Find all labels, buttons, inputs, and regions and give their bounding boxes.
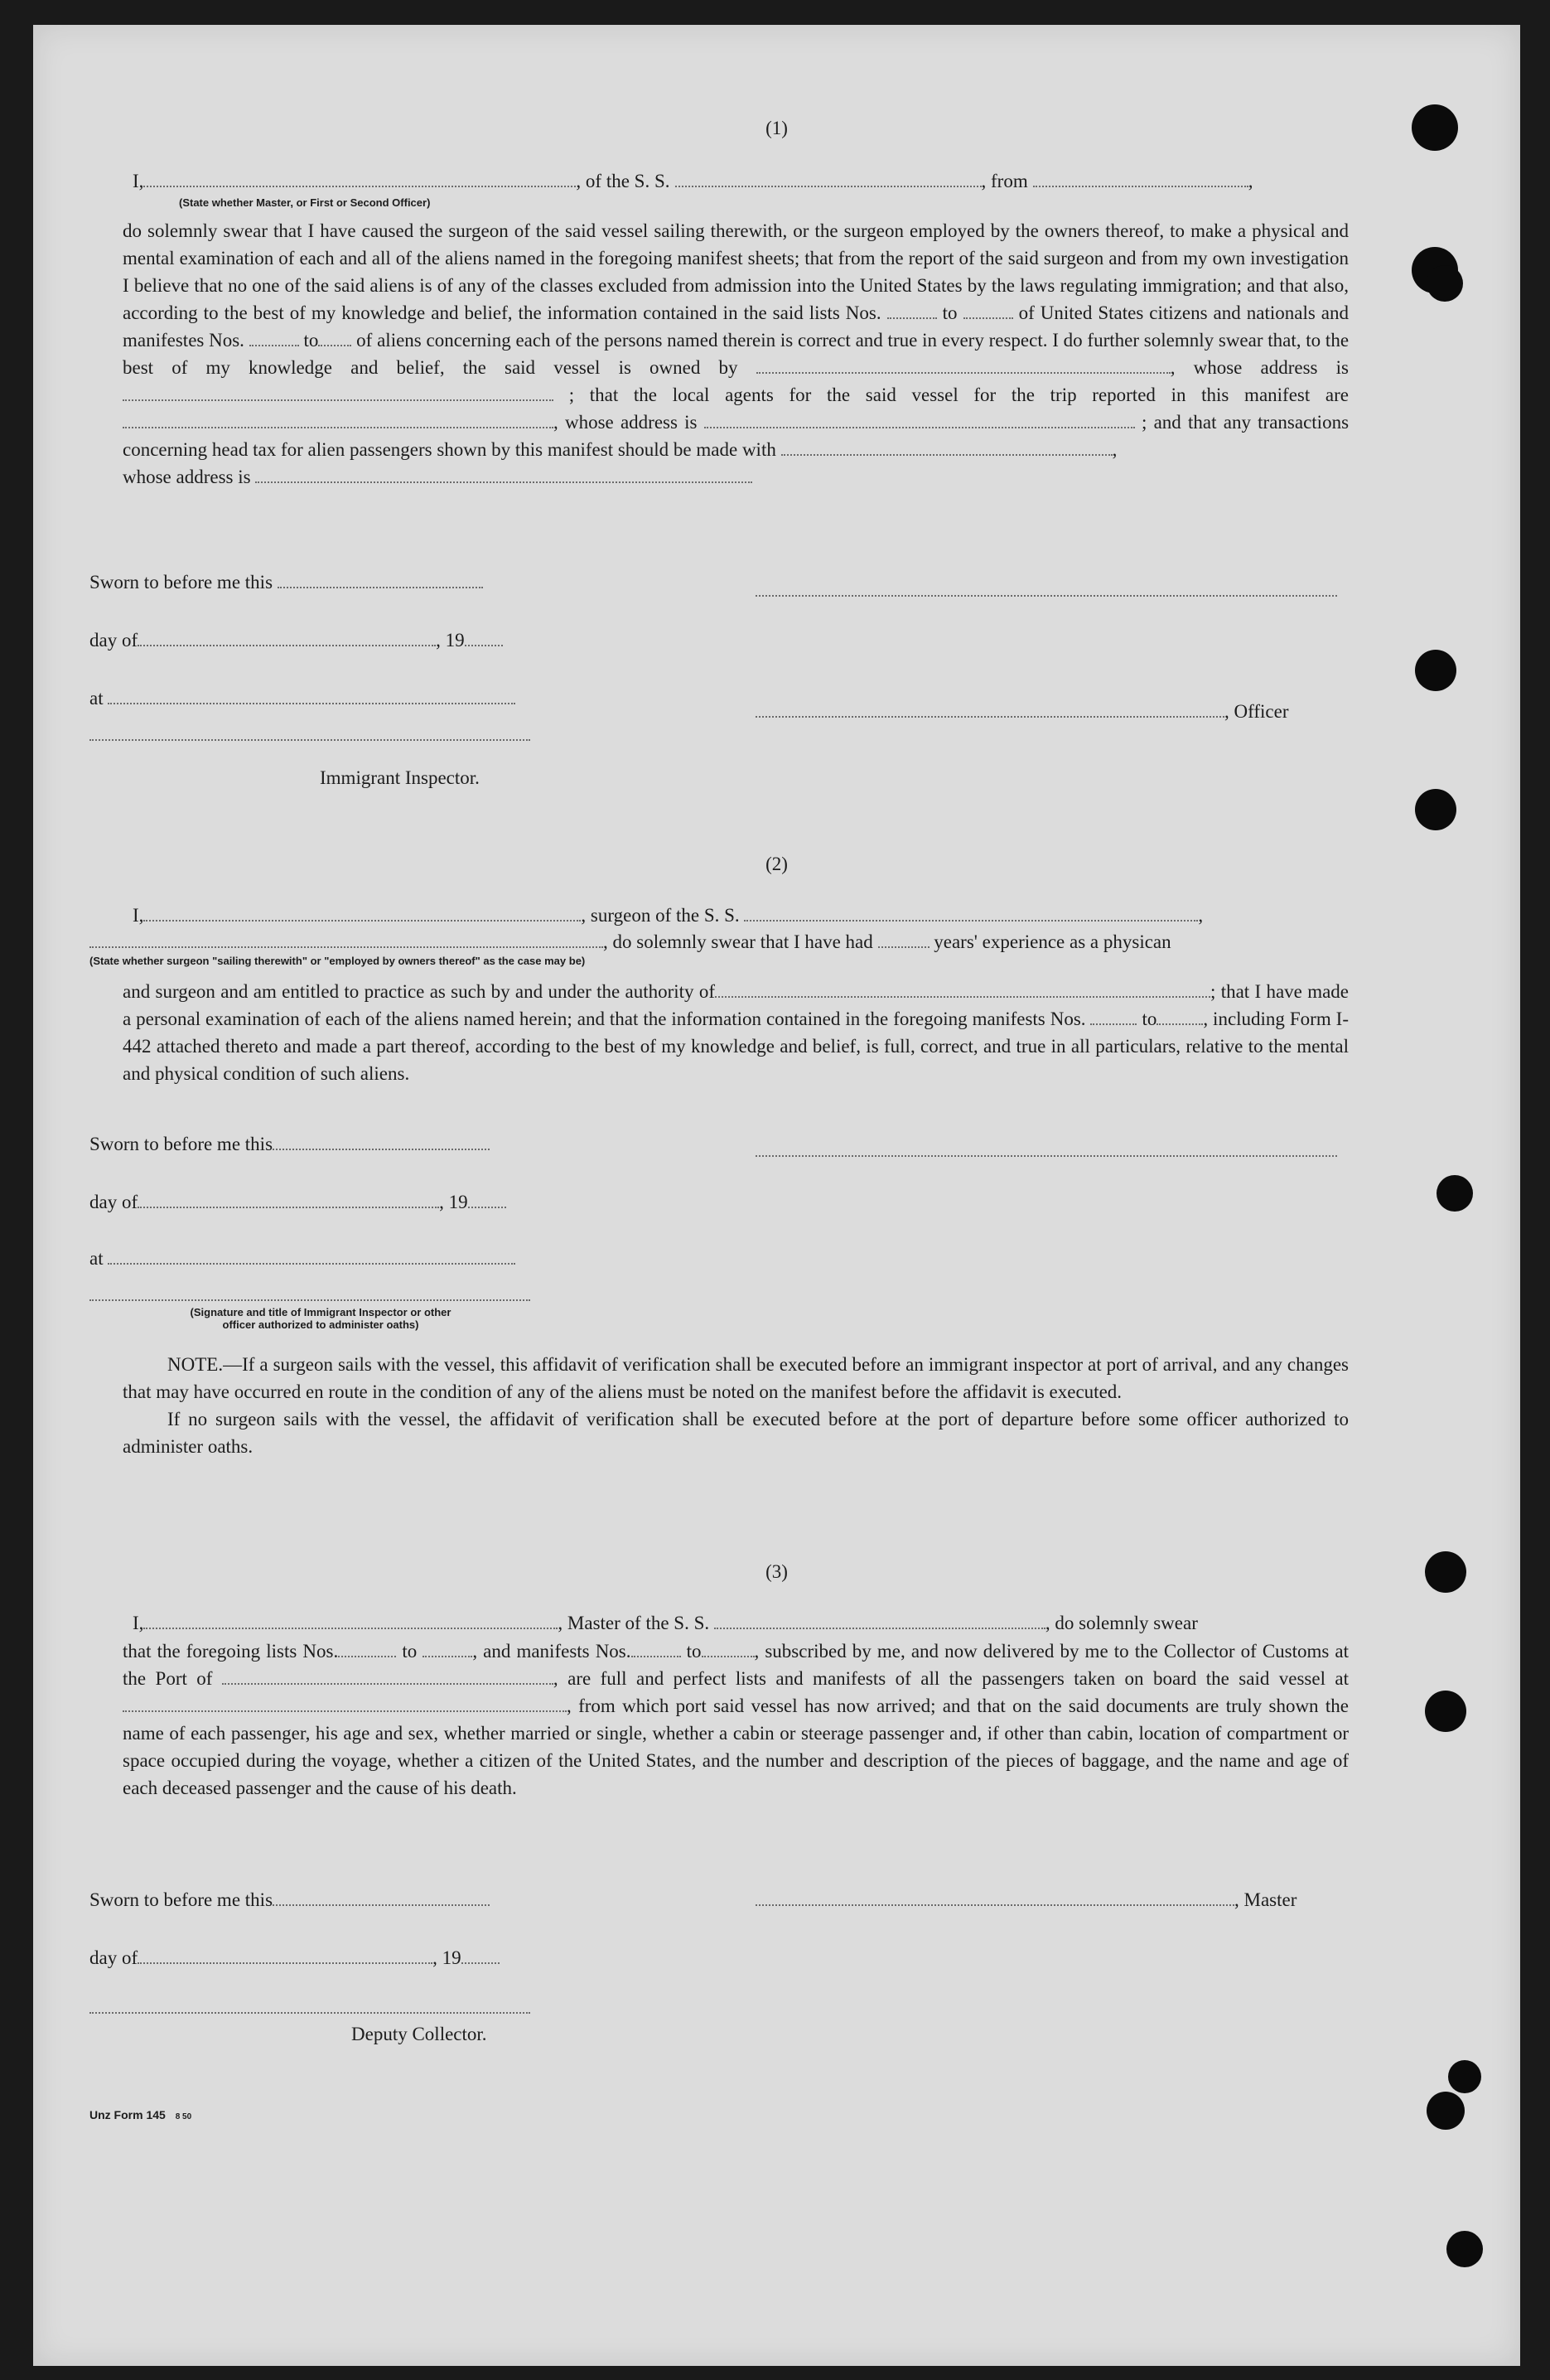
years-field[interactable] bbox=[878, 933, 930, 948]
agents-field[interactable] bbox=[123, 414, 553, 428]
surgeon-note: (State whether surgeon "sailing therewith" or "employed by owners thereof" as the case may be) bbox=[89, 955, 586, 967]
s3-manifests-to-field[interactable] bbox=[702, 1642, 755, 1657]
surgeon-name-field[interactable] bbox=[143, 907, 581, 922]
s3-year-field[interactable] bbox=[461, 1949, 500, 1964]
s1-from: , from bbox=[981, 171, 1028, 191]
s1-at-field[interactable] bbox=[108, 689, 515, 704]
head-tax-address-field[interactable] bbox=[255, 468, 752, 483]
s3-line1: I, , Master of the S. S. , do solemnly swear bbox=[133, 1613, 1198, 1633]
manifests-from-field[interactable] bbox=[249, 331, 299, 346]
form-page bbox=[33, 25, 1520, 2366]
port-at-field[interactable] bbox=[123, 1697, 567, 1712]
owner-address-field[interactable] bbox=[123, 386, 553, 401]
s3-month-field[interactable] bbox=[138, 1949, 432, 1964]
binder-hole-icon bbox=[1415, 789, 1456, 830]
s1-inspector-line[interactable] bbox=[89, 739, 530, 741]
s1-line1: I, , of the S. S. , from , bbox=[133, 171, 1253, 191]
s2-sworn: Sworn to before me this bbox=[89, 1130, 490, 1158]
s3-lists-to-field[interactable] bbox=[423, 1642, 472, 1657]
binder-hole-icon bbox=[1448, 2060, 1481, 2093]
port-from-field[interactable] bbox=[1033, 172, 1248, 187]
lists-to-field[interactable] bbox=[963, 304, 1013, 319]
s3-master: , Master bbox=[756, 1886, 1296, 1913]
s2-year-field[interactable] bbox=[468, 1193, 506, 1208]
vessel-name-field[interactable] bbox=[675, 172, 982, 187]
s1-officer-sign-field[interactable] bbox=[756, 703, 1224, 718]
s3-sworn-day-field[interactable] bbox=[273, 1891, 490, 1906]
s3-deputy-line[interactable] bbox=[89, 2012, 530, 2014]
section-2-number: (2) bbox=[765, 854, 788, 874]
s1-at: at bbox=[89, 684, 515, 712]
s2-day-of: day of , 19 bbox=[89, 1188, 506, 1216]
section-3-number: (3) bbox=[765, 1561, 788, 1582]
s1-i: I, bbox=[133, 171, 144, 191]
s1-month-field[interactable] bbox=[138, 631, 436, 646]
s2-sworn-day-field[interactable] bbox=[273, 1135, 490, 1150]
s2-month-field[interactable] bbox=[138, 1193, 439, 1208]
note-1: NOTE.—If a surgeon sails with the vessel, this affidavit of verification shall be executed before an immigrant inspector at port of arrival, and any changes that may have occurred en route in the condition of any of the aliens must be noted on the manifest before the affidavit is executed. bbox=[123, 1354, 1349, 1402]
s1-body: do solemnly swear that I have caused the surgeon of the said vessel sailing therewith, or the surgeon employed by the owners thereof, to make a physical and mental examination of each and all of the aliens named in the foregoing manifest sheets; that from the report of the said surgeon and from my own investigation I believe that no one of the said aliens is of any of the classes excluded from admission into the United States by the laws regulating immigration; and that also, according to the best of my knowledge and belief, the information contained in the said lists Nos. to of United States citizens and nationals and manifestes Nos. to of aliens concerning each of the persons named therein is correct and true in every respect. I do further solemnly swear that, to the best of my knowledge and belief, the said vessel is owned by , whose address is ; that the local agents for the said vessel for the trip reported in this manifest are , whose address is ; and that any transactions concerning head tax for alien passengers shown by this manifest should be made with , whose address is bbox=[123, 220, 1350, 487]
s2-line1: I, , surgeon of the S. S. , bbox=[133, 905, 1204, 926]
section-1-number: (1) bbox=[765, 118, 788, 138]
s3-deputy: Deputy Collector. bbox=[351, 2024, 487, 2044]
s2-vessel-field[interactable] bbox=[744, 907, 1198, 922]
manifests-to-field[interactable] bbox=[318, 331, 351, 346]
s1-of-ss: , of the S. S. bbox=[576, 171, 670, 191]
s1-sworn: Sworn to before me this bbox=[89, 568, 483, 596]
binder-hole-icon bbox=[1427, 2092, 1465, 2130]
binder-hole-icon bbox=[1415, 650, 1456, 691]
s1-inspector: Immigrant Inspector. bbox=[320, 767, 480, 788]
s1-officer: , Officer bbox=[756, 698, 1288, 725]
officer-note: (State whether Master, or First or Second Officer) bbox=[179, 196, 431, 209]
owner-field[interactable] bbox=[756, 359, 1171, 374]
s2-at: at bbox=[89, 1245, 515, 1272]
s1-signature-line[interactable] bbox=[756, 595, 1337, 597]
binder-hole-icon bbox=[1427, 265, 1463, 302]
binder-hole-icon bbox=[1446, 2231, 1483, 2267]
lists-from-field[interactable] bbox=[887, 304, 937, 319]
s2-line2: , do solemnly swear that I have had years' experience as a physican bbox=[89, 928, 1171, 955]
head-tax-field[interactable] bbox=[781, 441, 1113, 456]
s3-master-sign-field[interactable] bbox=[756, 1891, 1234, 1906]
officer-name-field[interactable] bbox=[143, 172, 576, 187]
s2-body: and surgeon and am entitled to practice as such by and under the authority of ; that I have made a personal examination of each of the aliens named herein; and that the information contained in the foregoing manifests Nos. to , including Form I-442 attached thereto and made a part thereof, according to the best of my knowledge and belief, is full, correct, and true in all particulars, relative to the mental and physical condition of such aliens. bbox=[123, 981, 1350, 1084]
s1-year-field[interactable] bbox=[465, 631, 503, 646]
s2-manifests-from-field[interactable] bbox=[1090, 1010, 1137, 1025]
s3-lists-from-field[interactable] bbox=[338, 1642, 396, 1657]
master-name-field[interactable] bbox=[143, 1614, 558, 1629]
binder-hole-icon bbox=[1437, 1175, 1473, 1212]
s1-sworn-day-field[interactable] bbox=[278, 573, 483, 588]
port-of-field[interactable] bbox=[222, 1670, 553, 1685]
s2-notes bbox=[123, 1351, 1349, 1460]
form-number: Unz Form 145 8 50 bbox=[89, 2108, 192, 2121]
s2-inspector-line[interactable] bbox=[89, 1299, 530, 1301]
s3-sworn: Sworn to before me this bbox=[89, 1886, 490, 1913]
s3-body: that the foregoing lists Nos. to , and manifests Nos. to , subscribed by me, and now delivered by me to the Collector of Customs at the Port of , are full and perfect lists and manifests of all the passengers taken on board the said vessel at , from which port said vessel has now arrived; and that on the said documents are truly shown the name of each passenger, his age and sex, whether married or single, whether a cabin or steerage passenger and, if other than cabin, location of compartment or space occupied during the voyage, whether a citizen of the United States, and the number and description of the pieces of baggage, and the name and age of each deceased passenger and the cause of his death. bbox=[123, 1641, 1350, 1798]
authority-field[interactable] bbox=[715, 983, 1210, 998]
surgeon-status-field[interactable] bbox=[89, 933, 603, 948]
s2-signature-line[interactable] bbox=[756, 1155, 1337, 1157]
s3-day-of: day of , 19 bbox=[89, 1944, 500, 1971]
note-2: If no surgeon sails with the vessel, the affidavit of verification shall be executed before at the port of departure before some officer authorized to administer oaths. bbox=[123, 1409, 1349, 1457]
s2-manifests-to-field[interactable] bbox=[1156, 1010, 1203, 1025]
s3-vessel-field[interactable] bbox=[714, 1614, 1045, 1629]
s2-at-field[interactable] bbox=[108, 1250, 515, 1265]
agents-address-field[interactable] bbox=[704, 414, 1135, 428]
s1-day-of: day of , 19 bbox=[89, 626, 503, 654]
binder-hole-icon bbox=[1425, 1691, 1466, 1732]
signature-note: (Signature and title of Immigrant Inspector or other officer authorized to administer oaths) bbox=[190, 1306, 451, 1331]
s3-manifests-from-field[interactable] bbox=[631, 1642, 681, 1657]
